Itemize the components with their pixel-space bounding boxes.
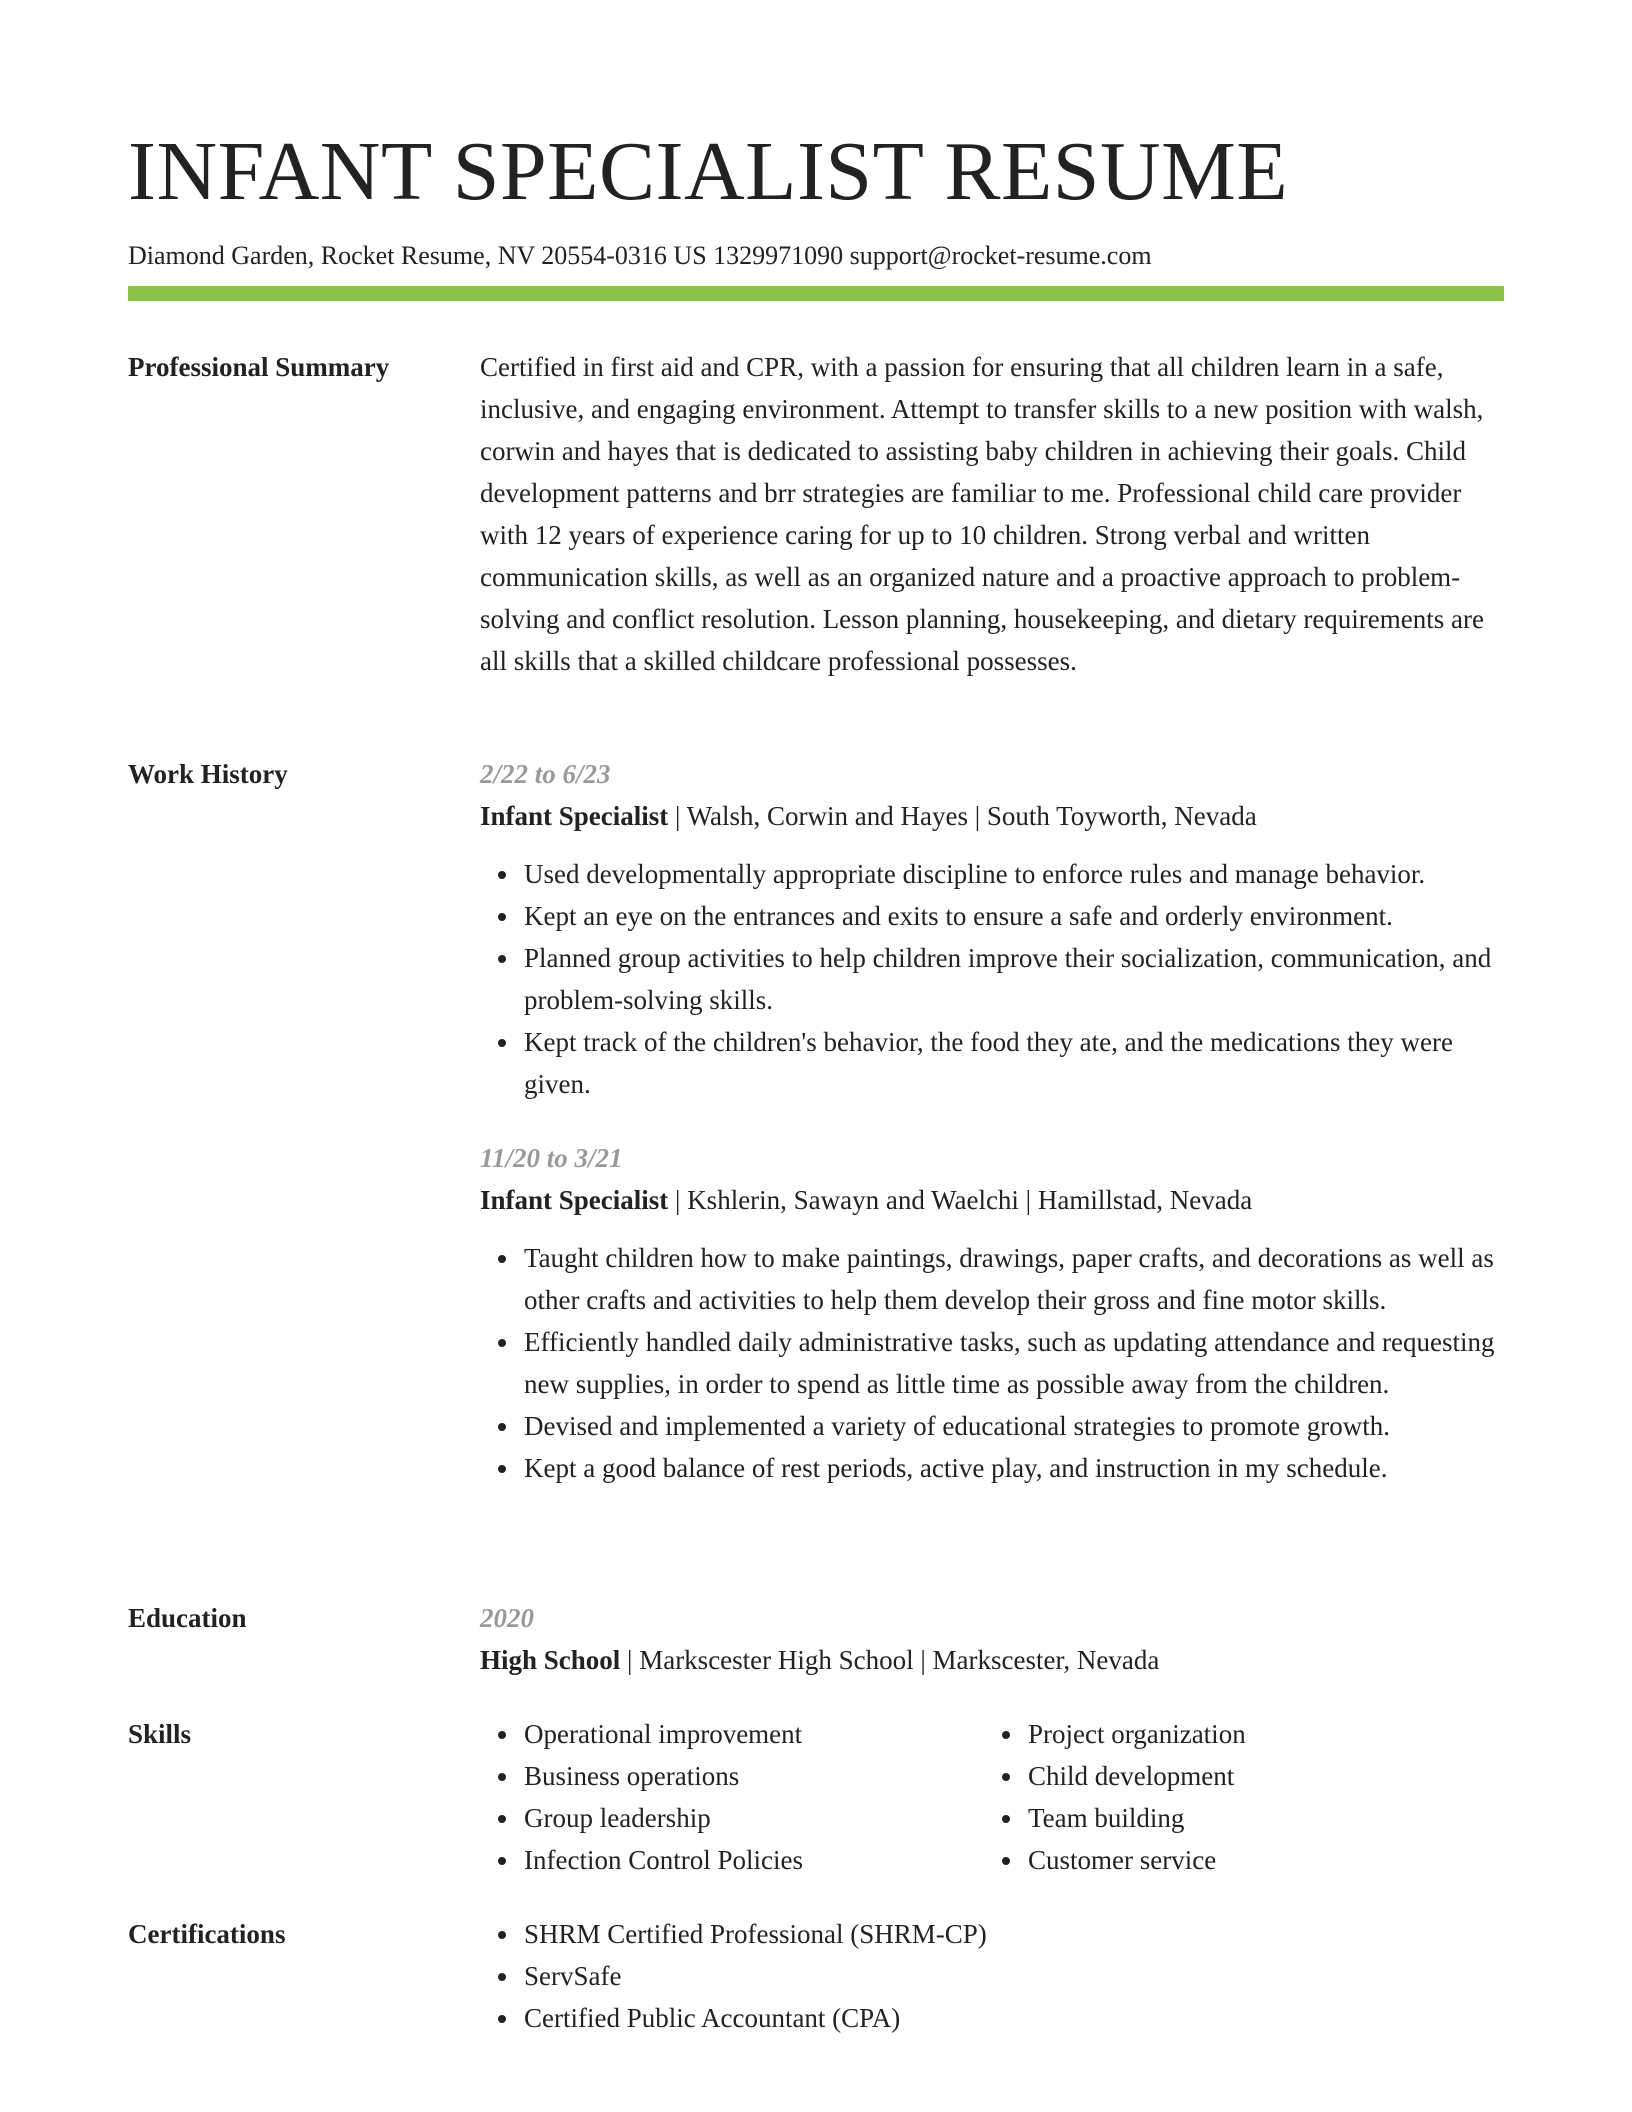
skill-item: Child development: [1028, 1755, 1484, 1797]
job-entry: [480, 1137, 1504, 1489]
job-duty-item: Kept track of the children's behavior, the food they ate, and the medications they were given.: [524, 1021, 1504, 1105]
job-duty-item: Kept an eye on the entrances and exits to ensure a safe and orderly environment.: [524, 895, 1504, 937]
education-body: [480, 1597, 1504, 1681]
skill-item: Infection Control Policies: [524, 1839, 984, 1881]
skill-item: Group leadership: [524, 1797, 984, 1839]
summary-body: [480, 346, 1504, 682]
certifications-list: [480, 1913, 1504, 2039]
education-year: 2020: [480, 1603, 534, 1633]
skills-column-right: [984, 1713, 1484, 1881]
skill-item: Customer service: [1028, 1839, 1484, 1881]
job-duty-item: Devised and implemented a variety of educational strategies to promote growth.: [524, 1405, 1504, 1447]
job-dates: 11/20 to 3/21: [480, 1143, 623, 1173]
summary-text: Certified in first aid and CPR, with a passion for ensuring that all children learn in a safe, inclusive, and engaging environment. Attempt to transfer skills to a new position with walsh, corwin and hayes that is dedicated to assisting baby children in achieving their goals. Child development patterns and brr strategies are familiar to me. Professional child care provider with 12 years of experience caring for up to 10 children. Strong verbal and written communication skills, as well as an organized nature and a proactive approach to problem-solving and conflict resolution. Lesson planning, housekeeping, and dietary requirements are all skills that a skilled childcare professional possesses.: [480, 352, 1484, 676]
job-employer-location: | Walsh, Corwin and Hayes | South Toyworth, Nevada: [668, 801, 1257, 831]
certification-item: SHRM Certified Professional (SHRM-CP): [524, 1913, 1504, 1955]
job-duty-item: Kept a good balance of rest periods, active play, and instruction in my schedule.: [524, 1447, 1504, 1489]
summary-label: Professional Summary: [128, 352, 390, 382]
job-duties-list: [480, 853, 1504, 1105]
education-school-location: | Markscester High School | Markscester, Nevada: [620, 1645, 1160, 1675]
skills-body: [480, 1713, 1504, 1881]
job-title: Infant Specialist: [480, 801, 669, 831]
job-duty-item: Efficiently handled daily administrative tasks, such as updating attendance and requesting new supplies, in order to spend as little time as possible away from the children.: [524, 1321, 1504, 1405]
job-title-line: [480, 795, 1504, 837]
job-employer-location: | Kshlerin, Sawayn and Waelchi | Hamillstad, Nevada: [668, 1185, 1253, 1215]
skills-column-left: [480, 1713, 984, 1881]
job-dates: 2/22 to 6/23: [480, 759, 611, 789]
job-duty-item: Used developmentally appropriate discipline to enforce rules and manage behavior.: [524, 853, 1504, 895]
job-title-line: [480, 1179, 1504, 1221]
skills-label: Skills: [128, 1719, 192, 1749]
skill-item: Project organization: [1028, 1713, 1484, 1755]
job-title: Infant Specialist: [480, 1185, 669, 1215]
skills-list: [984, 1713, 1484, 1881]
certifications-label: Certifications: [128, 1919, 286, 1949]
work-history-body: [480, 753, 1504, 1489]
resume-header: [128, 118, 1504, 274]
certification-item: ServSafe: [524, 1955, 1504, 1997]
job-duty-item: Taught children how to make paintings, drawings, paper crafts, and decorations as well as other crafts and activities to help them develop their gross and fine motor skills.: [524, 1237, 1504, 1321]
accent-divider: [128, 286, 1504, 301]
education-line: [480, 1639, 1504, 1681]
skill-item: Business operations: [524, 1755, 984, 1797]
job-entry: [480, 753, 1504, 1105]
certification-item: Certified Public Accountant (CPA): [524, 1997, 1504, 2039]
education-degree: High School: [480, 1645, 621, 1675]
work-history-label: Work History: [128, 759, 288, 789]
job-duty-item: Planned group activities to help children improve their socialization, communication, and problem-solving skills.: [524, 937, 1504, 1021]
education-label: Education: [128, 1603, 247, 1633]
skill-item: Team building: [1028, 1797, 1484, 1839]
resume-title: INFANT SPECIALIST RESUME: [128, 125, 1289, 218]
skills-columns: [480, 1713, 1504, 1881]
job-duties-list: [480, 1237, 1504, 1489]
contact-line: Diamond Garden, Rocket Resume, NV 20554-0316 US 1329971090 support@rocket-resume.com: [128, 241, 1152, 270]
certifications-body: [480, 1913, 1504, 2039]
skill-item: Operational improvement: [524, 1713, 984, 1755]
skills-list: [480, 1713, 984, 1881]
